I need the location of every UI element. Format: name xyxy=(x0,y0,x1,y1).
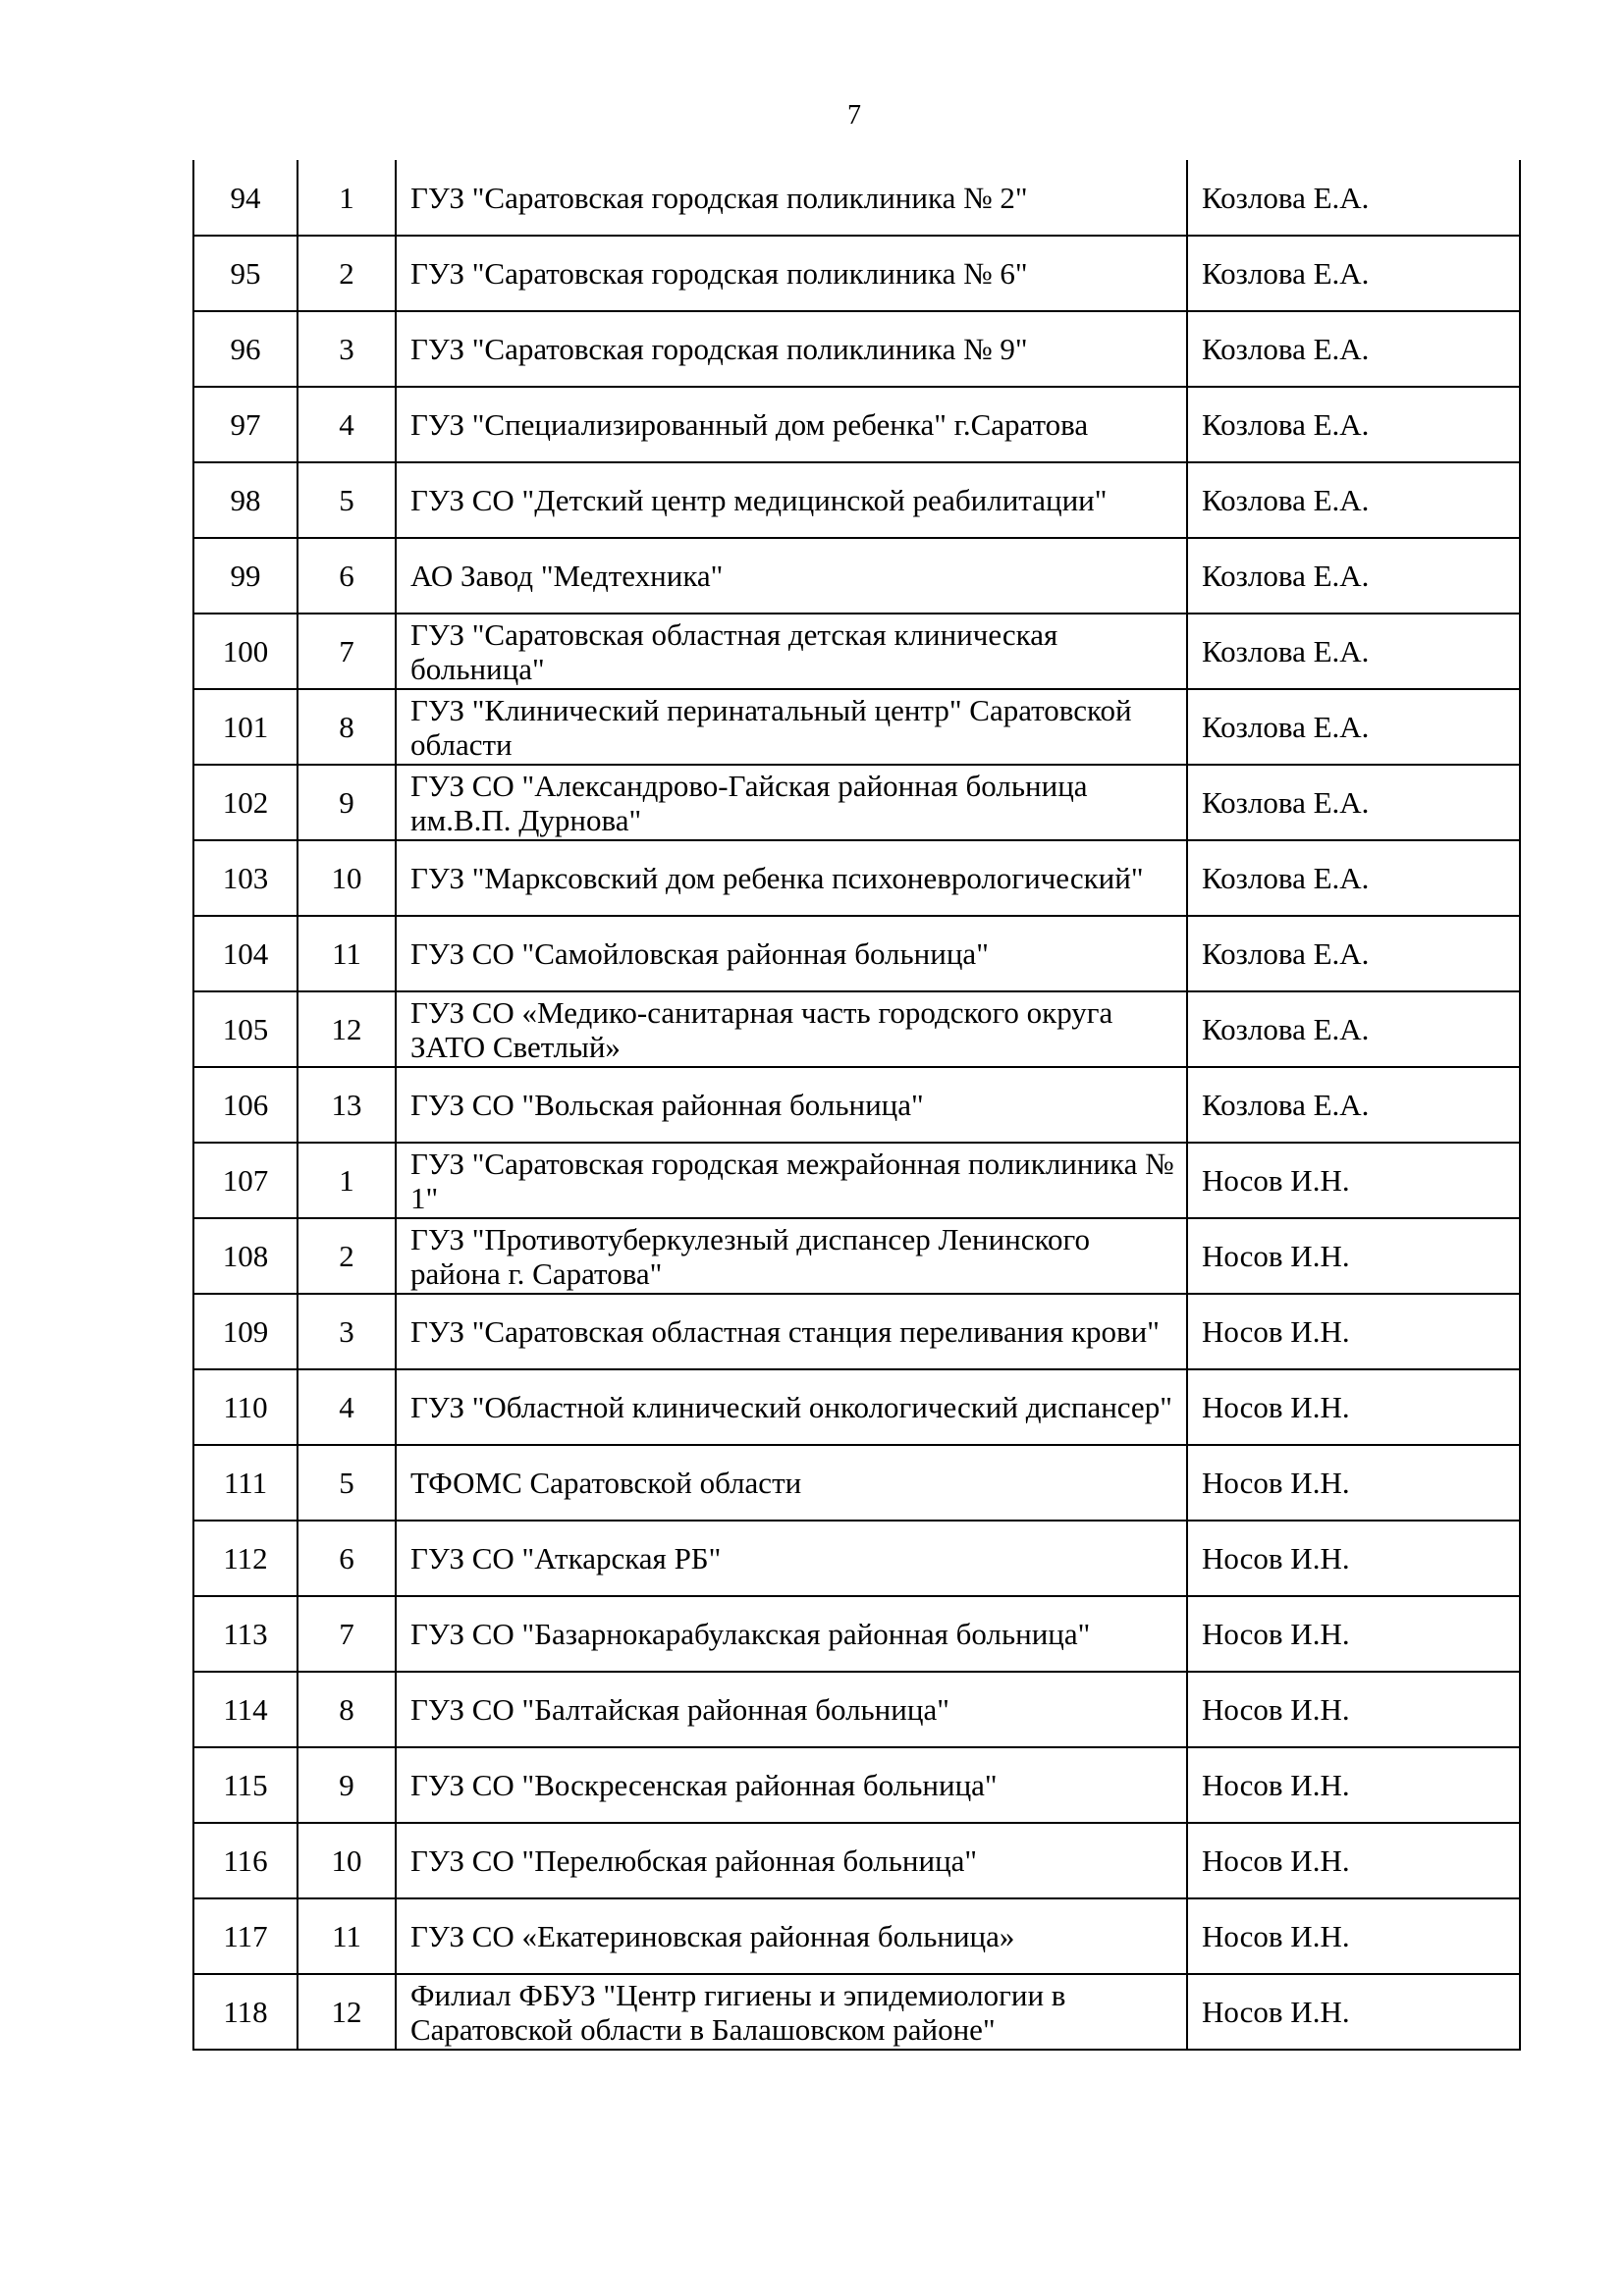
responsible-person-cell: Носов И.Н. xyxy=(1187,1672,1520,1747)
row-number-cell: 100 xyxy=(193,614,298,689)
row-number-cell: 118 xyxy=(193,1974,298,2050)
row-number-cell: 109 xyxy=(193,1294,298,1369)
table-row xyxy=(193,840,1520,916)
responsible-person-cell: Носов И.Н. xyxy=(1187,1974,1520,2050)
institution-name-cell: ГУЗ "Саратовская областная станция переливания крови" xyxy=(396,1294,1187,1369)
row-number-cell: 98 xyxy=(193,462,298,538)
table-row xyxy=(193,614,1520,689)
table-row xyxy=(193,1369,1520,1445)
institution-name-cell: ГУЗ СО «Екатериновская районная больница» xyxy=(396,1898,1187,1974)
responsible-person-cell: Носов И.Н. xyxy=(1187,1823,1520,1898)
row-subnumber-cell: 9 xyxy=(298,1747,396,1823)
table-row xyxy=(193,1294,1520,1369)
table-row xyxy=(193,1747,1520,1823)
table-row xyxy=(193,462,1520,538)
institution-name-cell: ГУЗ СО "Вольская районная больница" xyxy=(396,1067,1187,1143)
table-row xyxy=(193,689,1520,765)
row-subnumber-cell: 5 xyxy=(298,1445,396,1521)
row-number-cell: 103 xyxy=(193,840,298,916)
institution-name-cell: ГУЗ "Саратовская городская поликлиника № 2" xyxy=(396,160,1187,236)
row-number-cell: 105 xyxy=(193,991,298,1067)
responsible-person-cell: Козлова Е.А. xyxy=(1187,991,1520,1067)
row-number-cell: 111 xyxy=(193,1445,298,1521)
row-number-cell: 110 xyxy=(193,1369,298,1445)
institution-name-cell: ГУЗ СО "Перелюбская районная больница" xyxy=(396,1823,1187,1898)
institution-name-cell: ГУЗ СО «Медико-санитарная часть городского округа ЗАТО Светлый» xyxy=(396,991,1187,1067)
table-row xyxy=(193,1823,1520,1898)
table-row xyxy=(193,538,1520,614)
table-row xyxy=(193,765,1520,840)
table-row xyxy=(193,1898,1520,1974)
row-number-cell: 112 xyxy=(193,1521,298,1596)
row-subnumber-cell: 2 xyxy=(298,236,396,311)
row-subnumber-cell: 4 xyxy=(298,1369,396,1445)
row-subnumber-cell: 12 xyxy=(298,991,396,1067)
responsible-person-cell: Козлова Е.А. xyxy=(1187,236,1520,311)
table-row xyxy=(193,1521,1520,1596)
responsible-person-cell: Козлова Е.А. xyxy=(1187,916,1520,991)
row-subnumber-cell: 10 xyxy=(298,840,396,916)
institution-name-cell: Филиал ФБУЗ "Центр гигиены и эпидемиологии в Саратовской области в Балашовском районе" xyxy=(396,1974,1187,2050)
row-number-cell: 104 xyxy=(193,916,298,991)
table-row xyxy=(193,387,1520,462)
table-body xyxy=(193,160,1520,2050)
responsible-person-cell: Носов И.Н. xyxy=(1187,1218,1520,1294)
row-number-cell: 116 xyxy=(193,1823,298,1898)
responsible-person-cell: Носов И.Н. xyxy=(1187,1747,1520,1823)
table-row xyxy=(193,1218,1520,1294)
table-row xyxy=(193,236,1520,311)
row-number-cell: 97 xyxy=(193,387,298,462)
responsible-person-cell: Носов И.Н. xyxy=(1187,1294,1520,1369)
row-subnumber-cell: 7 xyxy=(298,1596,396,1672)
responsible-person-cell: Козлова Е.А. xyxy=(1187,614,1520,689)
table-row xyxy=(193,1672,1520,1747)
institution-name-cell: ГУЗ "Марксовский дом ребенка психоневрологический" xyxy=(396,840,1187,916)
row-number-cell: 113 xyxy=(193,1596,298,1672)
institution-name-cell: АО Завод "Медтехника" xyxy=(396,538,1187,614)
row-subnumber-cell: 6 xyxy=(298,1521,396,1596)
responsible-person-cell: Носов И.Н. xyxy=(1187,1898,1520,1974)
row-subnumber-cell: 13 xyxy=(298,1067,396,1143)
row-number-cell: 101 xyxy=(193,689,298,765)
institution-name-cell: ГУЗ СО "Аткарская РБ" xyxy=(396,1521,1187,1596)
row-subnumber-cell: 5 xyxy=(298,462,396,538)
row-number-cell: 106 xyxy=(193,1067,298,1143)
institution-name-cell: ГУЗ СО "Детский центр медицинской реабилитации" xyxy=(396,462,1187,538)
page-number: 7 xyxy=(847,100,861,131)
table-row xyxy=(193,1596,1520,1672)
row-subnumber-cell: 7 xyxy=(298,614,396,689)
responsible-person-cell: Козлова Е.А. xyxy=(1187,840,1520,916)
row-subnumber-cell: 1 xyxy=(298,1143,396,1218)
row-subnumber-cell: 2 xyxy=(298,1218,396,1294)
institution-name-cell: ГУЗ "Областной клинический онкологический диспансер" xyxy=(396,1369,1187,1445)
institution-name-cell: ГУЗ "Саратовская городская поликлиника № 9" xyxy=(396,311,1187,387)
table-row xyxy=(193,1445,1520,1521)
row-subnumber-cell: 8 xyxy=(298,1672,396,1747)
institution-name-cell: ГУЗ СО "Балтайская районная больница" xyxy=(396,1672,1187,1747)
row-number-cell: 115 xyxy=(193,1747,298,1823)
row-number-cell: 107 xyxy=(193,1143,298,1218)
institution-name-cell: ГУЗ СО "Александрово-Гайская районная больница им.В.П. Дурнова" xyxy=(396,765,1187,840)
responsible-person-cell: Козлова Е.А. xyxy=(1187,538,1520,614)
row-number-cell: 114 xyxy=(193,1672,298,1747)
row-subnumber-cell: 3 xyxy=(298,311,396,387)
institution-name-cell: ГУЗ "Саратовская областная детская клиническая больница" xyxy=(396,614,1187,689)
row-subnumber-cell: 4 xyxy=(298,387,396,462)
institution-name-cell: ГУЗ "Саратовская городская межрайонная поликлиника № 1" xyxy=(396,1143,1187,1218)
row-subnumber-cell: 11 xyxy=(298,1898,396,1974)
table-row xyxy=(193,1067,1520,1143)
row-subnumber-cell: 8 xyxy=(298,689,396,765)
row-subnumber-cell: 12 xyxy=(298,1974,396,2050)
responsible-person-cell: Козлова Е.А. xyxy=(1187,1067,1520,1143)
row-subnumber-cell: 11 xyxy=(298,916,396,991)
row-number-cell: 108 xyxy=(193,1218,298,1294)
table-row xyxy=(193,160,1520,236)
responsible-person-cell: Носов И.Н. xyxy=(1187,1445,1520,1521)
responsible-person-cell: Козлова Е.А. xyxy=(1187,160,1520,236)
table-row xyxy=(193,991,1520,1067)
responsible-person-cell: Носов И.Н. xyxy=(1187,1596,1520,1672)
row-subnumber-cell: 10 xyxy=(298,1823,396,1898)
institution-name-cell: ГУЗ СО "Воскресенская районная больница" xyxy=(396,1747,1187,1823)
responsible-person-cell: Козлова Е.А. xyxy=(1187,311,1520,387)
row-subnumber-cell: 3 xyxy=(298,1294,396,1369)
row-subnumber-cell: 9 xyxy=(298,765,396,840)
responsible-person-cell: Козлова Е.А. xyxy=(1187,462,1520,538)
row-number-cell: 102 xyxy=(193,765,298,840)
responsible-person-cell: Козлова Е.А. xyxy=(1187,765,1520,840)
table-row xyxy=(193,1974,1520,2050)
institutions-table xyxy=(192,160,1521,2051)
institution-name-cell: ГУЗ "Специализированный дом ребенка" г.Саратова xyxy=(396,387,1187,462)
responsible-person-cell: Носов И.Н. xyxy=(1187,1521,1520,1596)
institution-name-cell: ГУЗ "Противотуберкулезный диспансер Ленинского района г. Саратова" xyxy=(396,1218,1187,1294)
row-number-cell: 117 xyxy=(193,1898,298,1974)
responsible-person-cell: Козлова Е.А. xyxy=(1187,689,1520,765)
institution-name-cell: ГУЗ "Саратовская городская поликлиника № 6" xyxy=(396,236,1187,311)
responsible-person-cell: Козлова Е.А. xyxy=(1187,387,1520,462)
institution-name-cell: ТФОМС Саратовской области xyxy=(396,1445,1187,1521)
row-number-cell: 94 xyxy=(193,160,298,236)
responsible-person-cell: Носов И.Н. xyxy=(1187,1369,1520,1445)
row-subnumber-cell: 1 xyxy=(298,160,396,236)
row-number-cell: 96 xyxy=(193,311,298,387)
row-subnumber-cell: 6 xyxy=(298,538,396,614)
row-number-cell: 95 xyxy=(193,236,298,311)
institution-name-cell: ГУЗ СО "Самойловская районная больница" xyxy=(396,916,1187,991)
table-row xyxy=(193,916,1520,991)
row-number-cell: 99 xyxy=(193,538,298,614)
responsible-person-cell: Носов И.Н. xyxy=(1187,1143,1520,1218)
institution-name-cell: ГУЗ СО "Базарнокарабулакская районная больница" xyxy=(396,1596,1187,1672)
table-row xyxy=(193,311,1520,387)
institution-name-cell: ГУЗ "Клинический перинатальный центр" Саратовской области xyxy=(396,689,1187,765)
table-row xyxy=(193,1143,1520,1218)
